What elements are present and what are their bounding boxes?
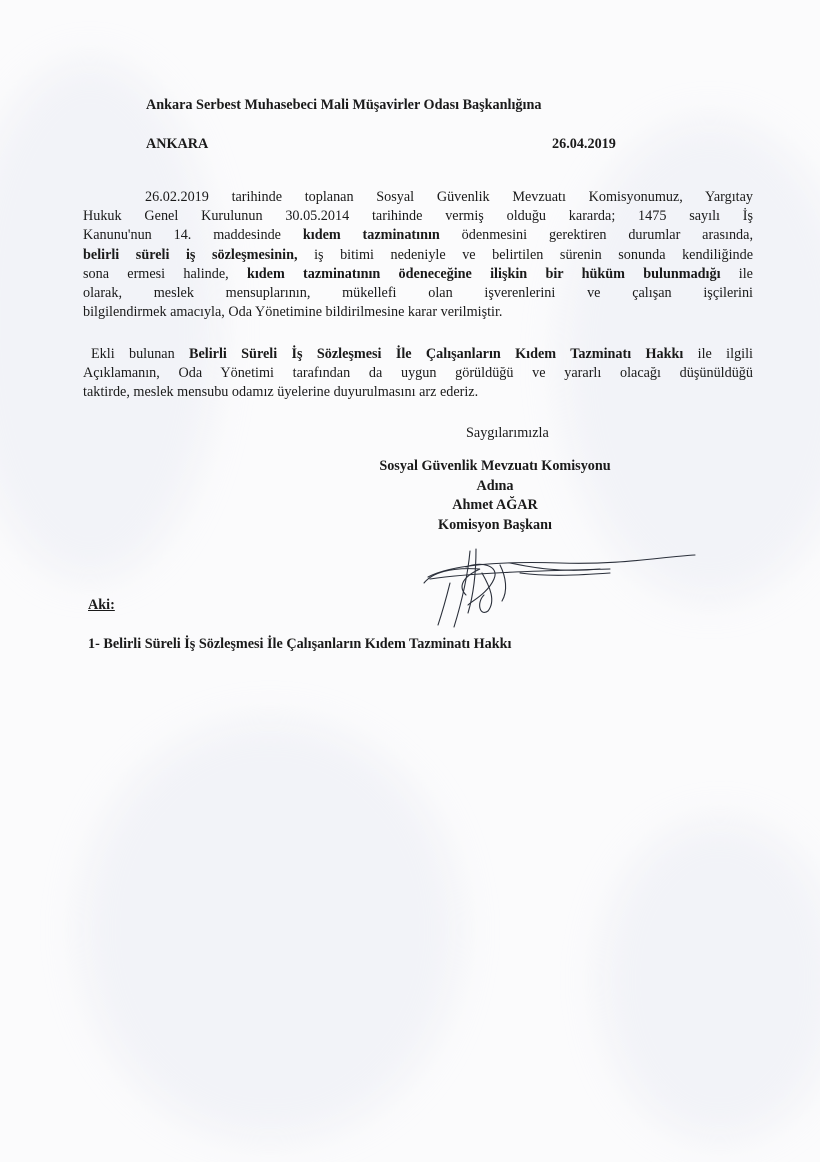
signatory-title: Komisyon Başkanı (438, 516, 552, 533)
scan-shadow (80, 720, 460, 1140)
paragraph-line: Hukuk Genel Kurulunun 30.05.2014 tarihinde vermiş olduğu kararda; 1475 sayılı İş (83, 208, 753, 225)
paragraph-2 (83, 345, 753, 403)
emphasis: kıdem tazminatının (302, 227, 440, 244)
signatory-block (360, 457, 630, 535)
paragraph-1 (83, 188, 753, 322)
signatory-name: Ahmet AĞAR (452, 497, 538, 513)
paragraph-line: sona ermesi halinde, kıdem tazminatının ödeneceğine ilişkin bir hüküm bulunmadığı ile (83, 265, 753, 282)
city: ANKARA (146, 136, 209, 152)
emphasis: kıdem tazminatının ödeneceğine ilişkin bir hüküm bulunmadığı (246, 265, 721, 282)
attachment-item: 1- Belirli Süreli İş Sözleşmesi İle Çalışanların Kıdem Tazminatı Hakkı (88, 636, 512, 652)
closing-regards: Saygılarımızla (466, 425, 549, 441)
attachments-heading: Aki: (88, 597, 115, 613)
paragraph-line: bilgilendirmek amacıyla, Oda Yönetimine bildirilmesine karar verilmiştir. (83, 304, 503, 321)
scan-shadow (600, 820, 820, 1140)
paragraph-line: belirli süreli iş sözleşmesinin, iş bitimi nedeniyle ve belirtilen sürenin sonunda kendiliğinde (83, 246, 753, 263)
paragraph-line: olarak, meslek mensuplarının, mükellefi olan işverenlerini ve çalışan işçilerini (83, 284, 753, 301)
emphasis: Belirli Süreli İş Sözleşmesi İle Çalışanların Kıdem Tazminatı Hakkı (189, 346, 684, 362)
recipient-line: Ankara Serbest Muhasebeci Mali Müşavirler Odası Başkanlığına (146, 97, 542, 113)
handwritten-signature (410, 543, 700, 633)
paragraph-line: Kanunu'nun 14. maddesinde kıdem tazminatının ödenmesini gerektiren durumlar arasında, (83, 227, 753, 244)
letter-date: 26.04.2019 (552, 136, 616, 152)
emphasis: belirli süreli iş sözleşmesinin, (83, 246, 298, 263)
committee-name: Sosyal Güvenlik Mevzuatı Komisyonu (379, 458, 611, 474)
on-behalf: Adına (476, 477, 514, 494)
paragraph-line: 26.02.2019 tarihinde toplanan Sosyal Güvenlik Mevzuatı Komisyonumuz, Yargıtay (145, 189, 753, 205)
paragraph-line: Ekli bulunan Belirli Süreli İş Sözleşmesi İle Çalışanların Kıdem Tazminatı Hakkı ile ilgili (91, 346, 753, 362)
paragraph-line: taktirde, meslek mensubu odamız üyelerine duyurulmasını arz ederiz. (83, 384, 479, 401)
paragraph-line: Açıklamanın, Oda Yönetimi tarafından da uygun görüldüğü ve yararlı olacağı düşünüldüğü (83, 365, 753, 382)
